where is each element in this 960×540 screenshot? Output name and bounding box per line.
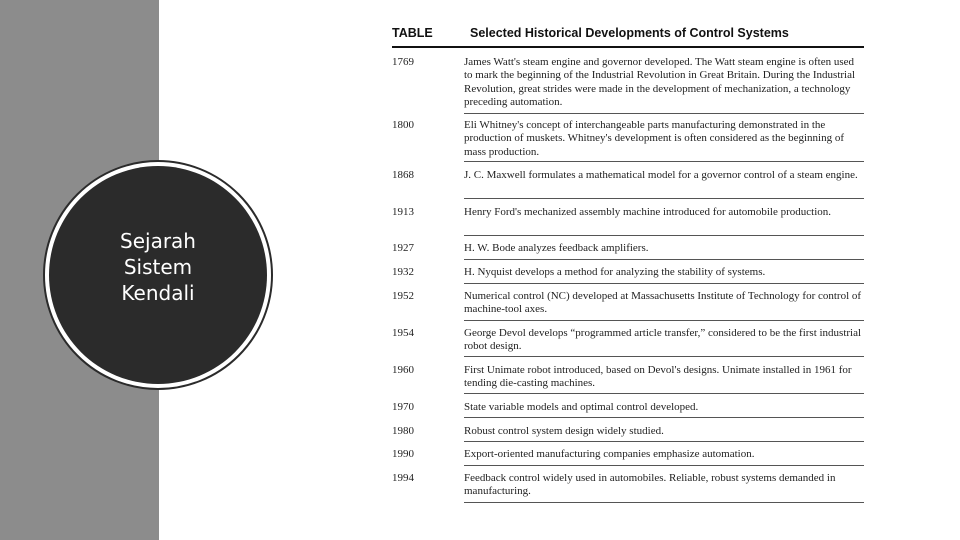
row-description: First Unimate robot introduced, based on Devol's designs. Unimate installed in 1961 for tending die-casting machines. — [464, 364, 852, 390]
row-divider — [464, 113, 864, 114]
row-description: State variable models and optimal control developed. — [464, 401, 699, 413]
slide-title-line: Sistem — [123, 255, 193, 279]
row-divider — [464, 417, 864, 418]
row-year: 1913 — [392, 206, 414, 218]
row-year: 1927 — [392, 242, 414, 254]
row-description: H. W. Bode analyzes feedback amplifiers. — [464, 242, 649, 254]
table-label: TABLE — [392, 26, 433, 40]
row-description: Robust control system design widely studied. — [464, 425, 664, 437]
row-year: 1960 — [392, 364, 414, 376]
row-divider — [464, 259, 864, 260]
table-title: Selected Historical Developments of Control Systems — [470, 26, 789, 40]
row-divider — [464, 393, 864, 394]
row-description: J. C. Maxwell formulates a mathematical model for a governor control of a steam engine. — [464, 169, 858, 181]
row-year: 1932 — [392, 266, 414, 278]
row-divider — [464, 441, 864, 442]
row-divider — [464, 465, 864, 466]
row-year: 1868 — [392, 169, 414, 181]
row-year: 1970 — [392, 401, 414, 413]
row-year: 1954 — [392, 327, 414, 339]
row-year: 1952 — [392, 290, 414, 302]
row-year: 1769 — [392, 56, 414, 68]
row-divider — [464, 356, 864, 357]
row-description: Eli Whitney's concept of interchangeable parts manufacturing demonstrated in the production of muskets. Whitney's development is often considered as the beginning of mass production. — [464, 119, 844, 158]
row-divider — [464, 235, 864, 236]
row-description: Numerical control (NC) developed at Massachusetts Institute of Technology for control of machine-tool axes. — [464, 290, 862, 316]
row-divider — [464, 320, 864, 321]
slide-title-line: Kendali — [121, 281, 195, 305]
row-description: H. Nyquist develops a method for analyzing the stability of systems. — [464, 266, 766, 278]
row-year: 1994 — [392, 472, 414, 484]
slide-title-line: Sejarah — [120, 229, 196, 253]
row-year: 1990 — [392, 448, 414, 460]
table-header — [392, 26, 864, 48]
row-year: 1800 — [392, 119, 414, 131]
row-divider — [464, 502, 864, 503]
row-description: Henry Ford's mechanized assembly machine introduced for automobile production. — [464, 206, 832, 218]
row-divider — [464, 283, 864, 284]
row-divider — [464, 198, 864, 199]
slide-title — [49, 228, 267, 306]
row-year: 1980 — [392, 425, 414, 437]
row-description: George Devol develops “programmed article transfer,” considered to be the first industrial robot design. — [464, 327, 862, 353]
row-divider — [464, 161, 864, 162]
row-description: Export-oriented manufacturing companies emphasize automation. — [464, 448, 755, 460]
row-description: Feedback control widely used in automobiles. Reliable, robust systems demanded in manufacturing. — [464, 472, 836, 498]
row-description: James Watt's steam engine and governor developed. The Watt steam engine is often used to mark the beginning of the Industrial Revolution in Great Britain. During the Industrial Revolution, great strides were made in the development of mechanization, a technology preceding automation. — [464, 56, 856, 109]
